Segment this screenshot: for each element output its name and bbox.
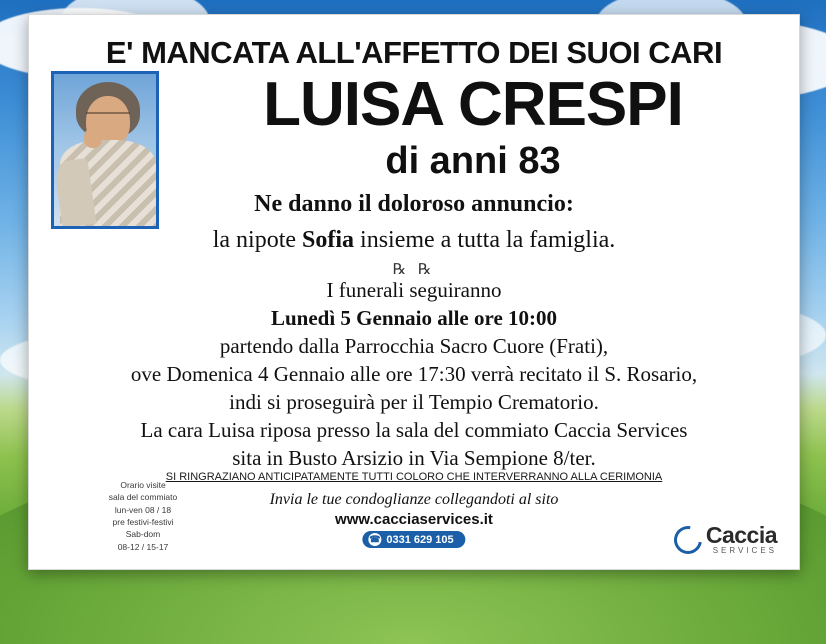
phone-number: 0331 629 105 [386,533,454,546]
detail-line-3: ove Domenica 4 Gennaio alle ore 17:30 verrà recitato il S. Rosario, [130,361,698,386]
phone-badge[interactable] [362,531,465,548]
name-block [161,70,785,183]
relatives-line [43,227,785,254]
logo-wordmark [706,524,777,555]
relative-name: Sofia [302,226,355,253]
detail-line-5: La cara Luisa riposa presso la sala del commiato Caccia Services [140,417,688,442]
hours-line: 08-12 / 15-17 [117,541,169,552]
detail-line-6: sita in Busto Arsizio in Via Sempione 8/ter. [232,445,596,470]
headline: E' MANCATA ALL'AFFETTO DEI SUOI CARI [105,35,723,70]
portrait-glasses [86,112,130,121]
relatives-prefix: la nipote [212,226,303,253]
obituary-card [28,14,800,570]
relatives-suffix: insieme a tutta la famiglia. [354,226,616,253]
condolences-invite: Invia le tue condoglianze collegandoti al sito [269,491,559,508]
logo-subtitle: SERVICES [712,546,777,555]
detail-line-4: indi si proseguirà per il Tempio Crematorio. [229,389,599,414]
logo-brand: Caccia [705,522,777,548]
announce-line: Ne danno il doloroso annuncio: [254,190,574,217]
card-footer [43,471,785,563]
funeral-title: I funerali seguiranno [326,277,502,302]
hours-line: lun-ven 08 / 18 [114,504,172,515]
detail-line-2: partendo dalla Parrocchia Sacro Cuore (Frati), [219,333,609,358]
hours-line: Orario visite [120,480,166,490]
company-logo [674,524,777,555]
deceased-name: LUISA CRESPI [263,70,683,139]
portrait-photo [51,71,159,229]
announcement-body [43,191,785,471]
hours-line: pre festivi-festivi [112,516,174,527]
hours-line: Sab-dom [125,529,161,540]
phone-icon: ☎ [369,534,381,544]
ornament-divider: ℞ ℞ [392,261,436,278]
portrait-hand [84,128,102,148]
hours-line: sala del commiato [108,492,178,503]
deceased-age: di anni 83 [385,139,561,182]
caccia-logo-icon [668,520,707,559]
thanks-note: SI RINGRAZIANO ANTICIPATAMENTE TUTTI COLORO CHE INTERVERRANNO ALLA CERIMONIA [165,471,663,483]
detail-line-1: Lunedì 5 Gennaio alle ore 10:00 [270,305,558,330]
website-link[interactable]: www.cacciaservices.it [335,511,493,528]
